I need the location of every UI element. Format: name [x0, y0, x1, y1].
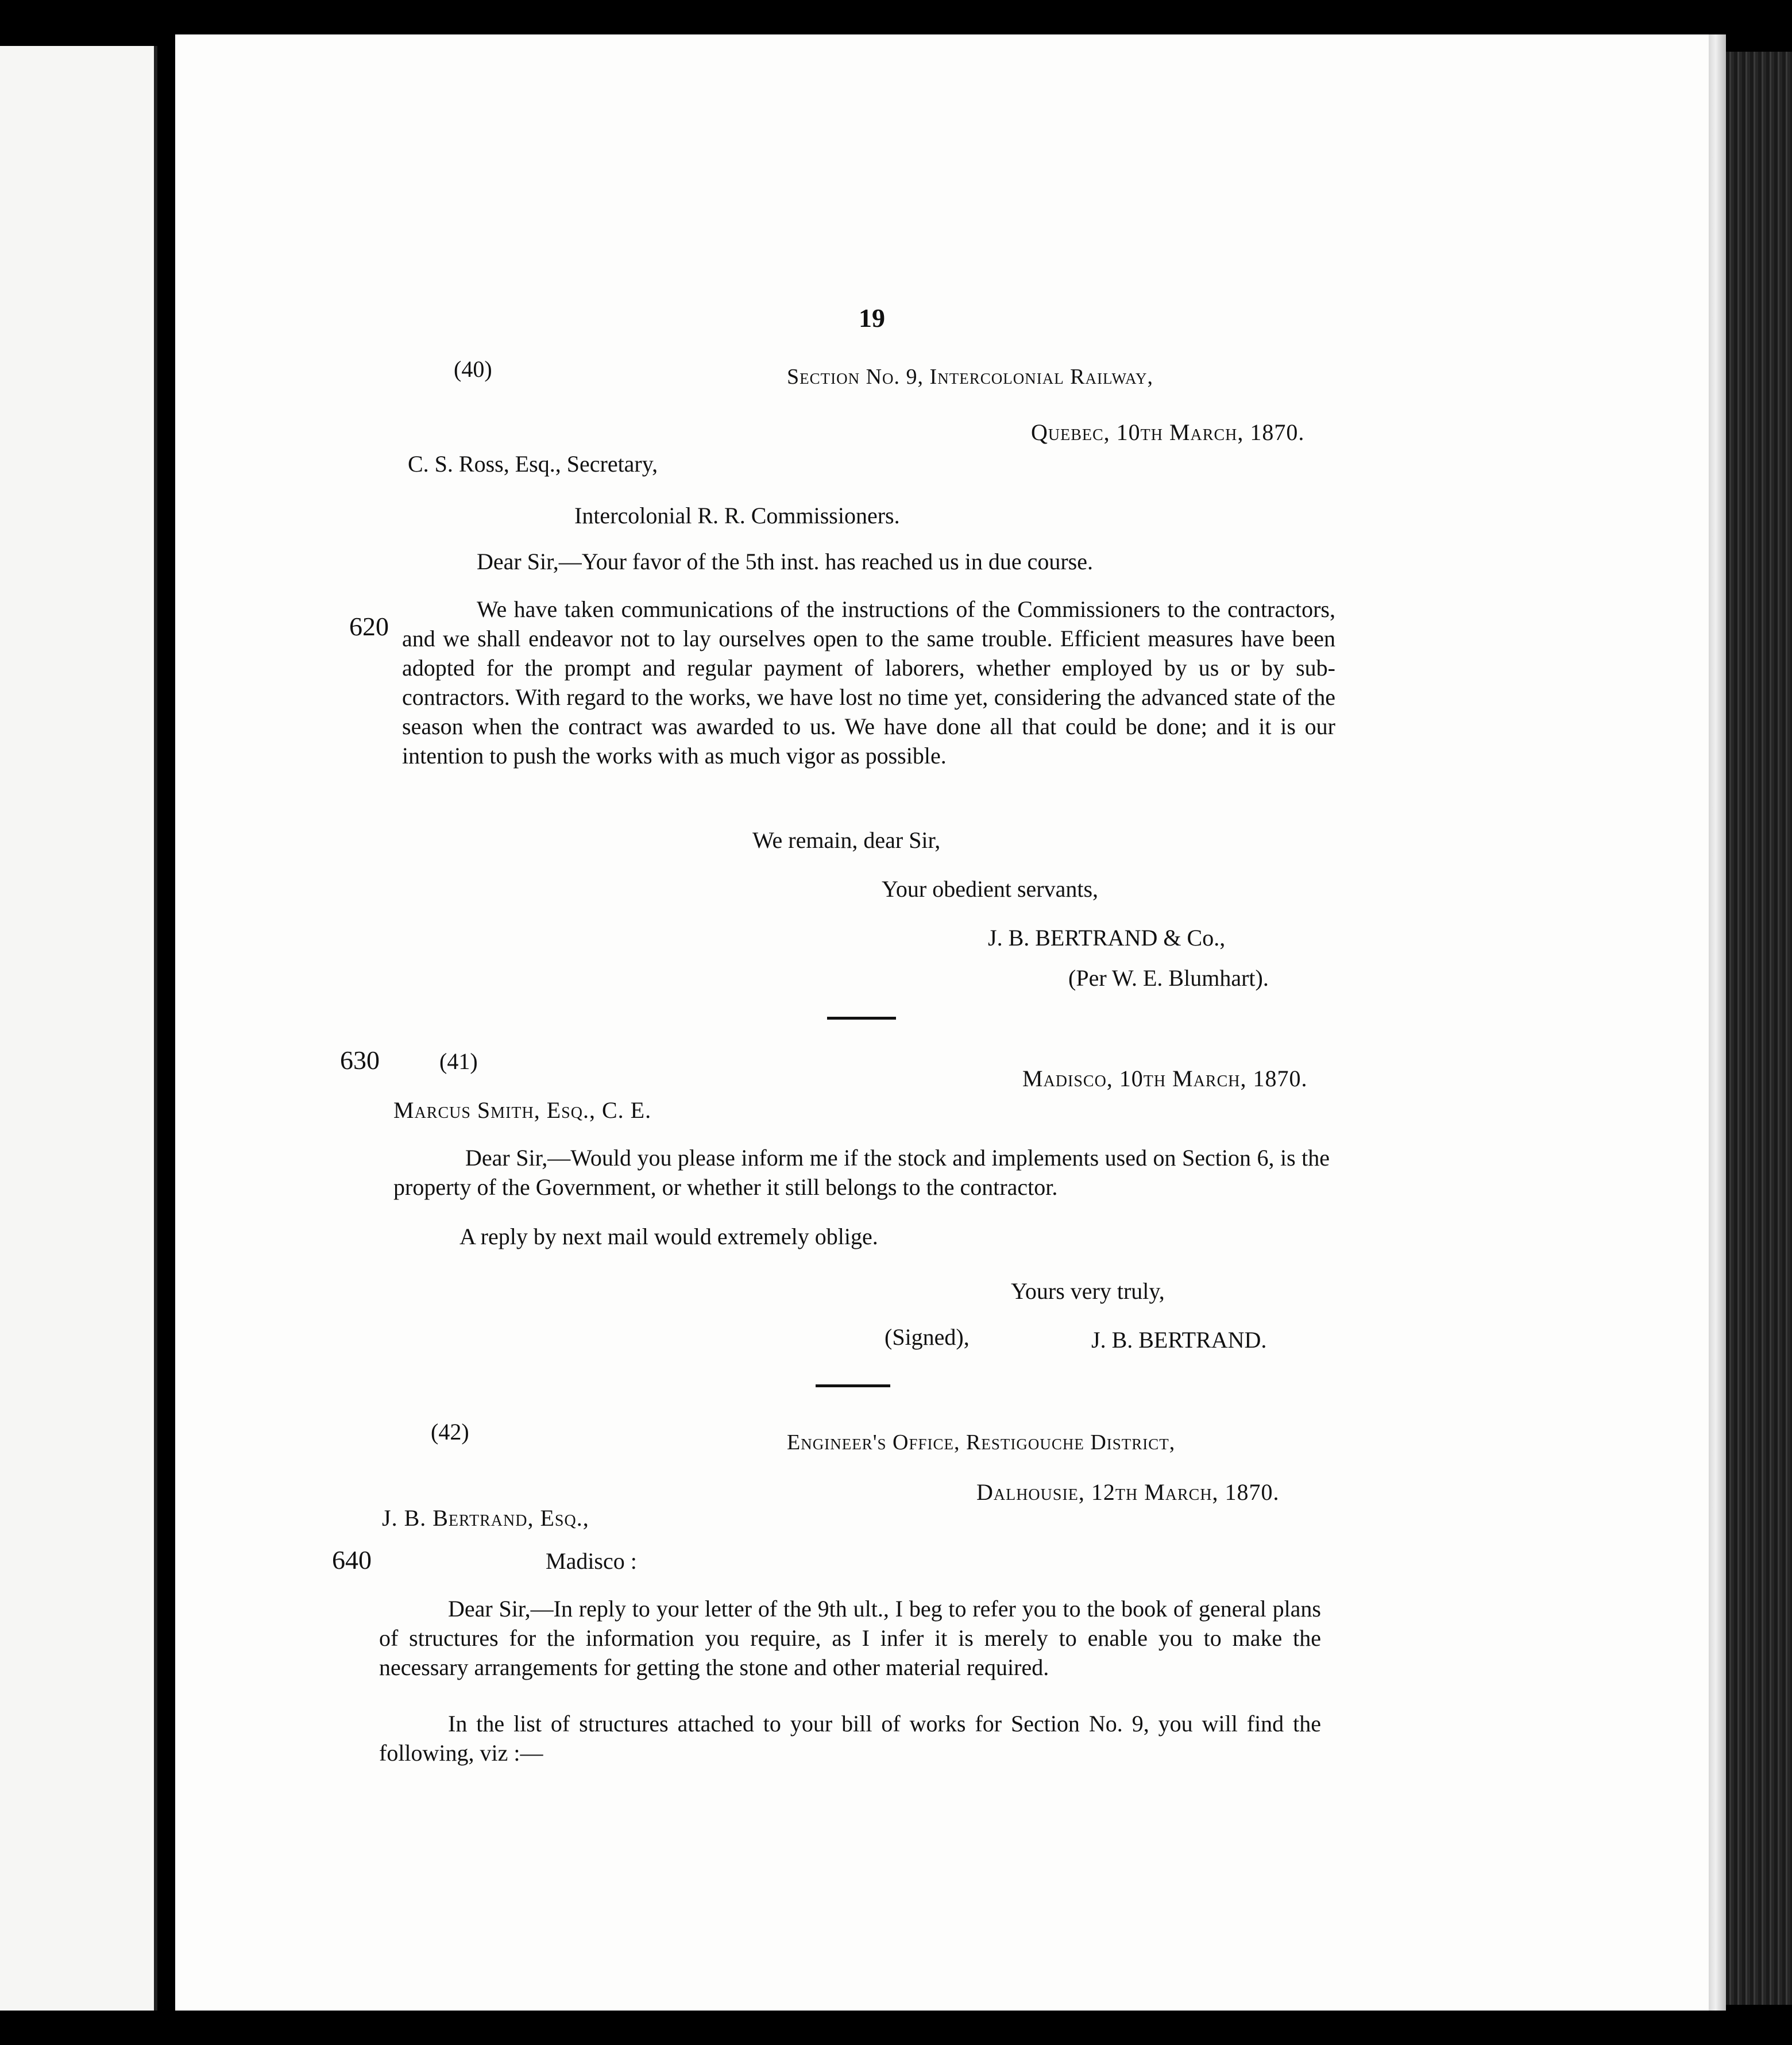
letter-42-heading: Engineer's Office, Restigouche District, — [787, 1430, 1176, 1454]
letter-42-number: (42) — [431, 1419, 469, 1445]
letter-40-heading: Section No. 9, Intercolonial Railway, — [787, 365, 1154, 389]
page-stack-edge — [1709, 34, 1726, 2011]
letter-41-body2: A reply by next mail would extremely oblige. — [459, 1224, 878, 1249]
letter-40-number: (40) — [454, 356, 492, 382]
divider-rule — [816, 1384, 890, 1387]
letter-41-place-date: Madisco, 10th March, 1870. — [1022, 1066, 1308, 1091]
margin-line-number-620: 620 — [349, 612, 389, 641]
facing-page-edge — [0, 46, 157, 2011]
letter-42-body2: In the list of structures attached to your bill of works for Section No. 9, you will find the following, viz :— — [379, 1711, 1321, 1766]
letter-41-addressee: Marcus Smith, Esq., C. E. — [393, 1097, 652, 1123]
letter-40-salutation: Dear Sir,—Your favor of the 5th inst. has reached us in due course. — [477, 549, 1093, 574]
letter-40-closing1: We remain, dear Sir, — [752, 827, 941, 853]
letter-41-closing: Yours very truly, — [1011, 1278, 1165, 1304]
letter-40-signature2: (Per W. E. Blumhart). — [1068, 965, 1269, 991]
book-binding — [1726, 52, 1792, 2005]
letter-40-place-date: Quebec, 10th March, 1870. — [1031, 419, 1305, 445]
letter-42-addressee-place: Madisco : — [546, 1548, 637, 1574]
letter-40-body: We have taken communications of the instructions of the Commissioners to the contractors, and we shall endeavor not to lay ourselves open to the same trouble. Efficient measures have been adopted for the prompt and regular payment of laborers, whether employed by us or by sub-contractors. With regard to the works, we have lost no time yet, considering the advanced state of the season when the contract was awarded to us. We have done all that could be done; and it is our intention to push the works with as much vigor as possible. — [402, 596, 1335, 769]
margin-line-number-630: 630 — [340, 1045, 380, 1075]
letter-40-signature1: J. B. BERTRAND & Co., — [988, 925, 1226, 951]
letter-42-body: Dear Sir,—In reply to your letter of the 9th ult., I beg to refer you to the book of general plans of structures for the information you require, as I infer it is merely to enable you to make the necessary arrangements for getting the stone and other material required. — [379, 1596, 1321, 1680]
letter-41-signed: (Signed), — [885, 1324, 970, 1350]
letter-42-place-date: Dalhousie, 12th March, 1870. — [976, 1479, 1280, 1505]
letter-41-number: (41) — [439, 1048, 478, 1074]
page-number: 19 — [859, 303, 885, 333]
divider-rule — [827, 1017, 896, 1020]
letter-41-signature: J. B. BERTRAND. — [1091, 1327, 1267, 1353]
letter-40-addressee-line1: C. S. Ross, Esq., Secretary, — [408, 451, 658, 477]
letter-41-body: Dear Sir,—Would you please inform me if the stock and implements used on Section 6, is the property of the Government, or whether it still belongs to the contractor. — [393, 1145, 1330, 1200]
letter-42-addressee: J. B. Bertrand, Esq., — [382, 1505, 589, 1531]
letter-40-closing2: Your obedient servants, — [882, 876, 1099, 902]
letter-40-addressee-line2: Intercolonial R. R. Commissioners. — [574, 503, 900, 528]
margin-line-number-640: 640 — [332, 1545, 372, 1575]
